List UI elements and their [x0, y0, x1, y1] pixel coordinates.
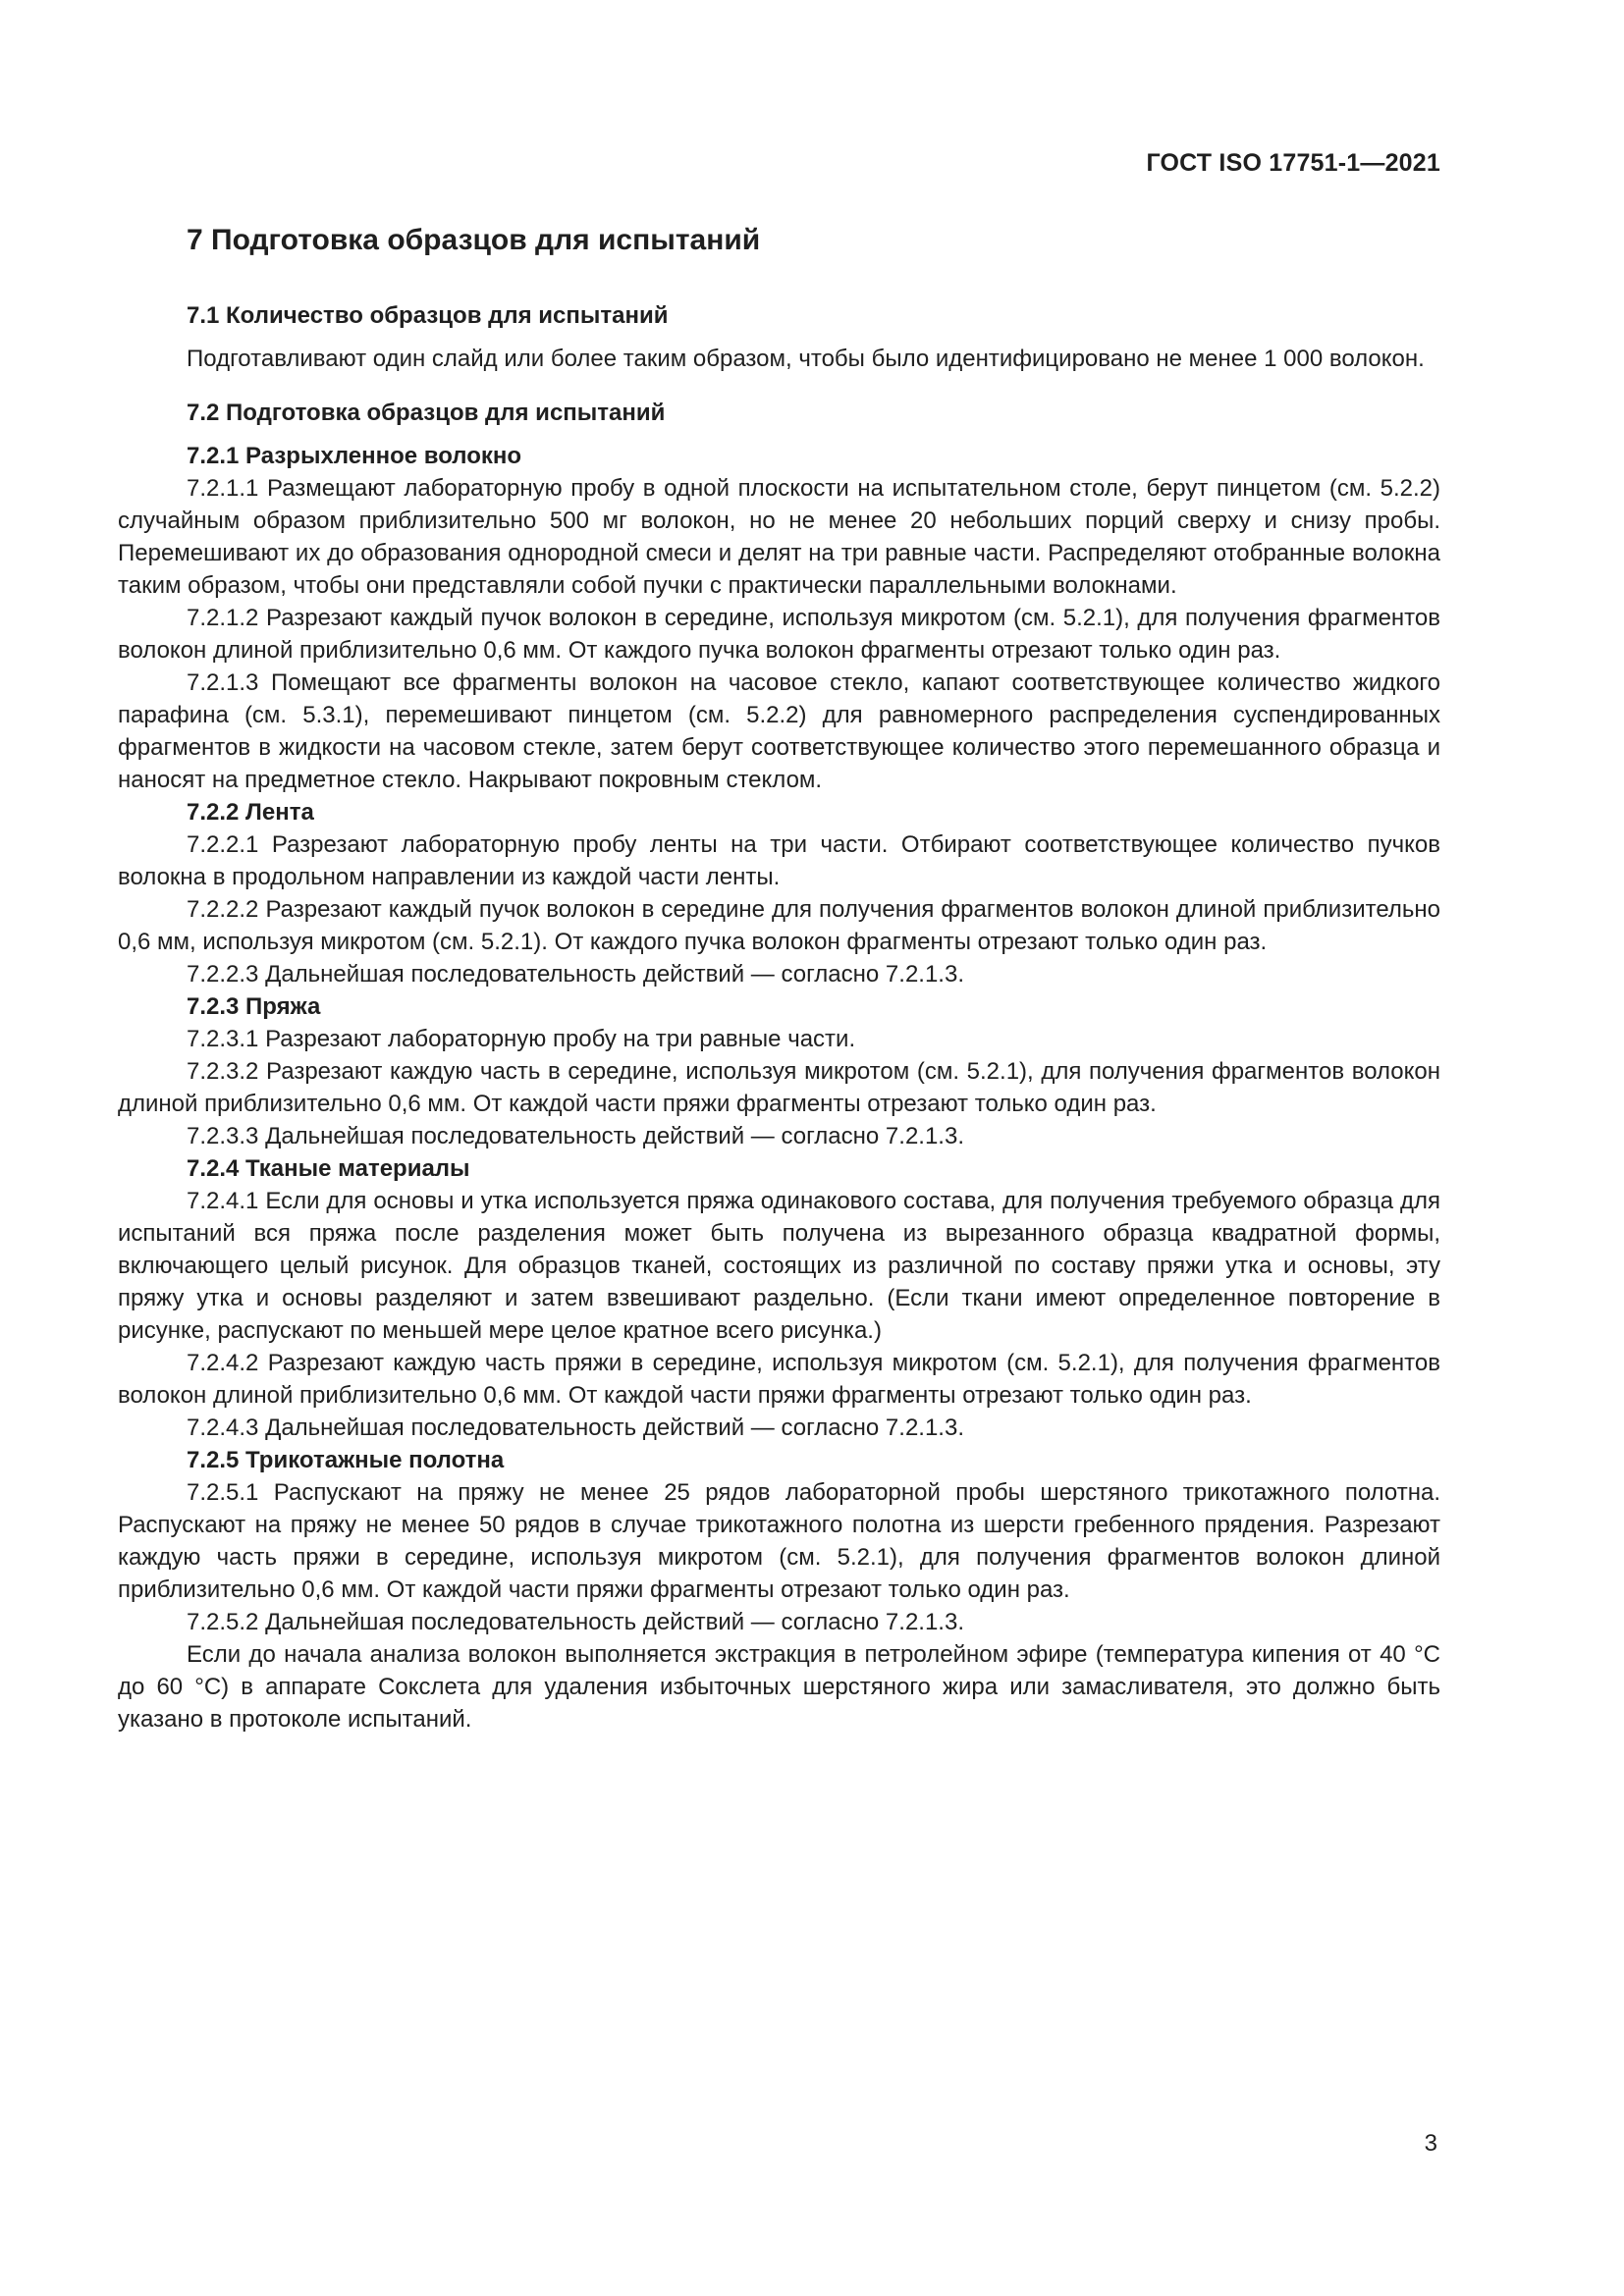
document-body [118, 221, 1440, 1735]
heading-7-2-2: 7.2.2 Лента [187, 799, 314, 826]
page-number: 3 [1424, 2130, 1437, 2157]
subsection-title-7-2: 7.2 Подготовка образцов для испытаний [187, 400, 666, 426]
paragraph-7-2-2-3: 7.2.2.3 Дальнейшая последовательность действий — согласно 7.2.1.3. [187, 961, 964, 988]
paragraph-7-2-1-2: 7.2.1.2 Разрезают каждый пучок волокон в середине, используя микротом (см. 5.2.1), для получения фрагментов волокон длиной приблизительно 0,6 мм. От каждого пучка волокон фрагменты отрезают только один раз. [118, 605, 1440, 664]
paragraph-7-2-4-3: 7.2.4.3 Дальнейшая последовательность действий — согласно 7.2.1.3. [187, 1415, 964, 1441]
paragraph-7-2-2-1: 7.2.2.1 Разрезают лабораторную пробу ленты на три части. Отбирают соответствующее количество пучков волокна в продольном направлении из каждой части ленты. [118, 831, 1440, 890]
subsection-title-7-1: 7.1 Количество образцов для испытаний [187, 302, 669, 329]
heading-7-2-5: 7.2.5 Трикотажные полотна [187, 1447, 505, 1473]
paragraph-7-2-1-3: 7.2.1.3 Помещают все фрагменты волокон на часовое стекло, капают соответствующее количество жидкого парафина (см. 5.3.1), перемешивают пинцетом (см. 5.2.2) для равномерного распределения суспендированных фрагментов в жидкости на часовом стекле, затем берут соответствующее количество этого перемешанного образца и наносят на предметное стекло. Накрывают покровным стеклом. [118, 669, 1440, 793]
section-title: 7 Подготовка образцов для испытаний [187, 224, 761, 256]
heading-7-2-3: 7.2.3 Пряжа [187, 993, 321, 1020]
document-id-header: ГОСТ ISO 17751-1—2021 [1146, 149, 1440, 177]
paragraph-7-2-2-2: 7.2.2.2 Разрезают каждый пучок волокон в середине для получения фрагментов волокон длиной приблизительно 0,6 мм, используя микротом (см. 5.2.1). От каждого пучка волокон фрагменты отрезают только один раз. [118, 896, 1440, 955]
paragraph-7-2-4-2: 7.2.4.2 Разрезают каждую часть пряжи в середине, используя микротом (см. 5.2.1), для получения фрагментов волокон длиной приблизительно 0,6 мм. От каждой части пряжи фрагменты отрезают только один раз. [118, 1350, 1440, 1409]
paragraph-7-2-5-1: 7.2.5.1 Распускают на пряжу не менее 25 рядов лабораторной пробы шерстяного трикотажного полотна. Распускают на пряжу не менее 50 рядов в случае трикотажного полотна из шерсти гребенного прядения. Разрезают каждую часть пряжи в середине, используя микротом (см. 5.2.1), для получения фрагментов волокон длиной приблизительно 0,6 мм. От каждой части пряжи фрагменты отрезают только один раз. [118, 1479, 1440, 1603]
paragraph-7-1: Подготавливают один слайд или более таким образом, чтобы было идентифицировано не менее 1 000 волокон. [187, 346, 1425, 372]
paragraph-extraction-note: Если до начала анализа волокон выполняется экстракция в петролейном эфире (температура кипения от 40 °C до 60 °C) в аппарате Сокслета для удаления избыточных шерстяного жира или замасливателя, это должно быть указано в протоколе испытаний. [118, 1641, 1440, 1733]
paragraph-7-2-3-2: 7.2.3.2 Разрезают каждую часть в середине, используя микротом (см. 5.2.1), для получения фрагментов волокон длиной приблизительно 0,6 мм. От каждой части пряжи фрагменты отрезают только один раз. [118, 1058, 1440, 1117]
heading-7-2-4: 7.2.4 Тканые материалы [187, 1155, 470, 1182]
paragraph-7-2-5-2: 7.2.5.2 Дальнейшая последовательность действий — согласно 7.2.1.3. [187, 1609, 964, 1635]
paragraph-7-2-3-3: 7.2.3.3 Дальнейшая последовательность действий — согласно 7.2.1.3. [187, 1123, 964, 1149]
paragraph-7-2-4-1: 7.2.4.1 Если для основы и утка используется пряжа одинакового состава, для получения требуемого образца для испытаний вся пряжа после разделения может быть получена из вырезанного образца квадратной формы, включающего целый рисунок. Для образцов тканей, состоящих из различной по составу пряжи утка и основы, эту пряжу утка и основы разделяют и затем взвешивают раздельно. (Если ткани имеют определенное повторение в рисунке, распускают по меньшей мере целое кратное всего рисунка.) [118, 1188, 1440, 1344]
paragraph-7-2-1-1: 7.2.1.1 Размещают лабораторную пробу в одной плоскости на испытательном столе, берут пинцетом (см. 5.2.2) случайным образом приблизительно 500 мг волокон, но не менее 20 небольших порций сверху и снизу пробы. Перемешивают их до образования однородной смеси и делят на три равные части. Распределяют отобранные волокна таким образом, чтобы они представляли собой пучки с практически параллельными волокнами. [118, 475, 1440, 599]
paragraph-7-2-3-1: 7.2.3.1 Разрезают лабораторную пробу на три равные части. [187, 1026, 856, 1052]
heading-7-2-1: 7.2.1 Разрыхленное волокно [187, 443, 522, 469]
